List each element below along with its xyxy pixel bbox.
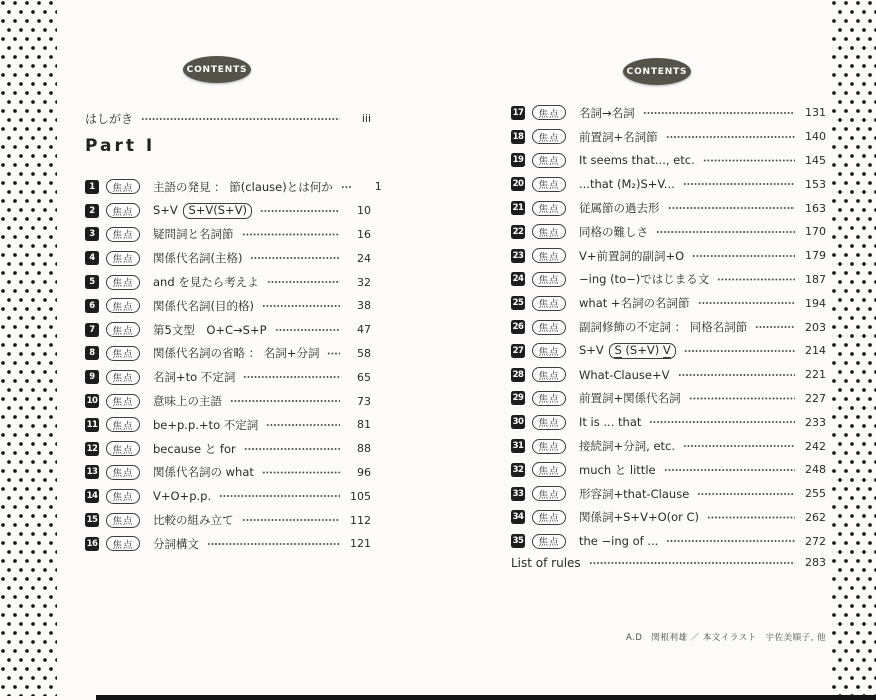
dot-leader — [219, 484, 340, 508]
item-page-number: 227 — [805, 391, 826, 405]
focus-tag: 焦点 — [532, 177, 566, 192]
dot-leader — [707, 506, 795, 530]
focus-tag: 焦点 — [532, 391, 566, 406]
item-page-number: 16 — [357, 227, 371, 241]
item-number-badge: 2 — [85, 204, 99, 218]
dot-leader — [643, 101, 795, 125]
item-number-badge: 15 — [86, 515, 98, 526]
item-page-number: 255 — [805, 487, 826, 501]
item-page-number: 65 — [357, 370, 371, 384]
toc-item-row — [511, 291, 826, 315]
title-text: 名詞→名詞 — [579, 105, 635, 120]
title-text: 接続詞+分詞, etc. — [579, 439, 676, 454]
item-title — [579, 319, 747, 335]
item-title — [153, 345, 319, 361]
toc-item-row — [85, 270, 371, 294]
item-title — [579, 200, 660, 216]
toc-item-row — [85, 246, 371, 270]
list-of-rules-label: List of rules — [511, 555, 581, 570]
item-title — [579, 534, 658, 548]
dot-leader — [262, 461, 340, 485]
item-number-badge: 6 — [85, 299, 99, 313]
contents-badge-label: CONTENTS — [626, 66, 688, 77]
title-text: 関係代名詞(主格) — [153, 251, 243, 266]
item-title — [579, 343, 676, 359]
item-number-badge: 8 — [85, 346, 99, 360]
part-heading: Part Ⅰ — [85, 136, 156, 156]
item-number-badge: 1 — [85, 180, 99, 194]
focus-tag: 焦点 — [106, 227, 140, 242]
item-page-number: 163 — [805, 201, 826, 215]
item-title — [153, 489, 211, 503]
item-title — [153, 536, 199, 552]
focus-tag: 焦点 — [532, 320, 566, 335]
item-title — [153, 203, 252, 219]
item-title — [153, 512, 234, 528]
dot-leader — [683, 172, 795, 196]
item-page-number: 121 — [350, 537, 371, 551]
item-number-badge: 26 — [512, 322, 524, 333]
item-page-number: 194 — [805, 296, 826, 310]
item-page-number: 112 — [350, 513, 371, 527]
toc-item-row — [85, 318, 371, 342]
toc-item-row — [511, 506, 826, 530]
item-title — [579, 462, 656, 478]
toc-item-row — [511, 363, 826, 387]
dot-leader — [243, 365, 340, 389]
toc-item-row — [85, 532, 371, 556]
item-title — [153, 393, 222, 409]
title-text: 同格の難しさ — [579, 224, 648, 239]
toc-item-row — [511, 149, 826, 173]
title-text: S+V — [153, 202, 182, 217]
toc-item-row — [85, 484, 371, 508]
focus-tag: 焦点 — [106, 513, 140, 528]
item-number-badge: 5 — [85, 275, 99, 289]
toc-item-row — [511, 410, 826, 434]
toc-item-row — [85, 413, 371, 437]
item-page-number: 105 — [350, 489, 371, 503]
item-number-badge: 14 — [86, 491, 98, 502]
item-number-badge: 27 — [512, 345, 524, 356]
item-page-number: 88 — [357, 442, 371, 456]
item-number-badge: 18 — [512, 131, 524, 142]
item-page-number: 73 — [357, 394, 371, 408]
title-text: What-Clause+V — [579, 367, 670, 382]
focus-tag: 焦点 — [106, 441, 140, 456]
boxed-formula — [609, 343, 675, 359]
item-number-badge: 32 — [512, 464, 524, 475]
focus-tag: 焦点 — [106, 251, 140, 266]
item-title — [153, 369, 235, 385]
focus-tag: 焦点 — [532, 534, 566, 549]
item-number-badge: 23 — [512, 250, 524, 261]
focus-tag: 焦点 — [532, 296, 566, 311]
dot-leader — [341, 175, 351, 199]
item-number-badge: 3 — [85, 227, 99, 241]
item-title — [579, 415, 641, 429]
focus-tag: 焦点 — [532, 462, 566, 477]
dot-leader — [260, 199, 340, 223]
focus-tag: 焦点 — [106, 322, 140, 337]
item-page-number: 262 — [805, 510, 826, 524]
item-page-number: 140 — [805, 130, 826, 144]
toc-item-row — [511, 172, 826, 196]
dot-leader — [230, 389, 340, 413]
item-page-number: 170 — [805, 225, 826, 239]
title-text: V+前置詞的副詞+O — [579, 248, 685, 263]
list-of-rules-page-number: 283 — [805, 556, 826, 570]
focus-tag: 焦点 — [106, 346, 140, 361]
item-page-number: 145 — [805, 153, 826, 167]
title-text: −ing (to−)ではじまる文 — [579, 272, 710, 287]
halftone-dots-left-margin — [0, 0, 57, 696]
item-title — [579, 105, 635, 121]
dot-leader — [683, 434, 795, 458]
formula-part: S+V(S+V) — [188, 202, 248, 217]
item-number-badge: 33 — [512, 488, 524, 499]
item-number-badge: 13 — [86, 467, 98, 478]
item-number-badge: 30 — [512, 417, 524, 428]
item-title — [153, 298, 254, 314]
item-title — [579, 248, 684, 264]
focus-tag: 焦点 — [532, 486, 566, 501]
item-number-badge: 17 — [512, 107, 524, 118]
focus-tag: 焦点 — [532, 224, 566, 239]
title-text: ...that (M₂)S+V... — [579, 177, 675, 192]
preface-label: はしがき — [85, 112, 134, 127]
item-number-badge: 35 — [512, 536, 524, 547]
item-title — [579, 271, 709, 287]
title-text: 関係代名詞の what — [153, 465, 254, 480]
focus-tag: 焦点 — [532, 129, 566, 144]
focus-tag: 焦点 — [106, 536, 140, 551]
dot-leader — [668, 196, 796, 220]
toc-item-row — [511, 434, 826, 458]
toc-item-row — [511, 529, 826, 553]
title-text: much と little — [579, 462, 656, 477]
focus-tag: 焦点 — [532, 153, 566, 168]
toc-item-row — [85, 365, 371, 389]
toc-item-row — [511, 458, 826, 482]
item-page-number: 24 — [357, 251, 371, 265]
item-title — [153, 250, 242, 266]
focus-tag: 焦点 — [106, 275, 140, 290]
title-text: It is ... that — [579, 415, 642, 430]
list-of-rules-row — [511, 551, 826, 575]
contents-badge-label: CONTENTS — [186, 64, 248, 75]
focus-tag: 焦点 — [106, 465, 140, 480]
dot-leader — [141, 107, 340, 131]
toc-item-row — [511, 268, 826, 292]
item-page-number: 96 — [357, 465, 371, 479]
title-text: be+p.p.+to 不定詞 — [153, 417, 259, 432]
dot-leader — [242, 223, 341, 247]
dot-leader — [649, 410, 795, 434]
preface-page-number: iii — [361, 112, 371, 126]
toc-item-row — [85, 199, 371, 223]
dot-leader — [207, 532, 340, 556]
item-title — [579, 368, 670, 382]
item-page-number: 47 — [357, 323, 371, 337]
dot-leader — [262, 294, 340, 318]
title-text: S+V — [579, 342, 608, 357]
toc-item-row — [85, 342, 371, 366]
dot-leader — [703, 149, 795, 173]
dot-leader — [698, 291, 795, 315]
toc-item-row — [511, 387, 826, 411]
item-title — [579, 129, 658, 145]
item-page-number: 38 — [357, 299, 371, 313]
title-text: what +名詞の名詞節 — [579, 296, 690, 311]
item-number-badge: 16 — [86, 538, 98, 549]
item-title — [579, 486, 689, 502]
item-number-badge: 34 — [512, 512, 524, 523]
toc-item-row — [511, 315, 826, 339]
focus-tag: 焦点 — [532, 105, 566, 120]
focus-tag: 焦点 — [532, 367, 566, 382]
item-page-number: 1 — [374, 180, 382, 194]
item-title — [153, 322, 267, 338]
item-page-number: 81 — [357, 418, 371, 432]
toc-item-row — [511, 220, 826, 244]
toc-item-row — [85, 223, 371, 247]
dot-leader — [697, 482, 795, 506]
title-text: 関係代名詞(目的格) — [153, 298, 254, 313]
item-number-badge: 4 — [85, 251, 99, 265]
item-number-badge: 22 — [512, 226, 524, 237]
item-number-badge: 24 — [512, 274, 524, 285]
title-text: 従属節の過去形 — [579, 201, 660, 216]
item-title — [579, 509, 699, 525]
item-number-badge: 20 — [512, 179, 524, 190]
title-text: 前置詞+関係代名詞 — [579, 391, 681, 406]
dot-leader — [689, 387, 795, 411]
toc-item-row — [85, 508, 371, 532]
item-number-badge: 21 — [512, 203, 524, 214]
item-title — [153, 226, 234, 242]
dot-leader — [242, 508, 341, 532]
toc-item-row — [85, 294, 371, 318]
dot-leader — [666, 125, 795, 149]
title-text: and を見たら考えよ — [153, 275, 259, 290]
dot-leader — [267, 270, 340, 294]
item-number-badge: 9 — [85, 370, 99, 384]
formula-part: (S+V) — [621, 342, 663, 357]
dot-leader — [266, 413, 340, 437]
dot-leader — [684, 339, 795, 363]
toc-item-row — [511, 196, 826, 220]
credit-line: A.D 関根利雄 ／ 本文イラスト 宇佐美順子, 他 — [626, 633, 826, 643]
title-text: It seems that..., etc. — [579, 153, 695, 168]
dot-leader — [275, 318, 340, 342]
toc-list-right — [511, 101, 826, 553]
dot-leader — [664, 458, 795, 482]
item-number-badge: 12 — [86, 443, 98, 454]
formula-part: S — [614, 342, 622, 357]
title-text: 分詞構文 — [153, 536, 199, 551]
item-title — [579, 153, 695, 167]
title-text: 疑問詞と名詞節 — [153, 227, 234, 242]
title-text: 関係代名詞の省略 ： 名詞+分詞 — [153, 346, 320, 361]
title-text: 形容詞+that-Clause — [579, 486, 690, 501]
dot-leader — [589, 551, 795, 575]
item-number-badge: 10 — [86, 396, 98, 407]
toc-item-row — [511, 244, 826, 268]
dot-leader — [244, 437, 340, 461]
title-text: 関係詞+S+V+O(or C) — [579, 510, 700, 525]
item-page-number: 58 — [357, 346, 371, 360]
dot-leader — [666, 529, 795, 553]
dot-leader — [717, 268, 795, 292]
item-page-number: 214 — [805, 344, 826, 358]
item-number-badge: 28 — [512, 369, 524, 380]
toc-item-row — [85, 461, 371, 485]
title-text: V+O+p.p. — [153, 489, 212, 504]
title-text: 意味上の主語 — [153, 394, 222, 409]
left-page — [85, 0, 382, 700]
item-page-number: 248 — [805, 463, 826, 477]
item-title — [579, 295, 690, 311]
title-text: the −ing of ... — [579, 534, 659, 549]
focus-tag: 焦点 — [106, 417, 140, 432]
item-page-number: 10 — [357, 204, 371, 218]
title-text: 前置詞+名詞節 — [579, 129, 658, 144]
formula-part: V — [662, 342, 671, 357]
halftone-dots-right-margin — [831, 0, 876, 696]
title-text: 主語の発見 ： 節(clause)とは何か — [153, 179, 333, 194]
item-title — [153, 417, 258, 433]
item-page-number: 153 — [805, 177, 826, 191]
toc-item-row — [511, 482, 826, 506]
focus-tag: 焦点 — [106, 179, 140, 194]
right-page — [511, 0, 826, 700]
toc-list-left — [85, 175, 382, 556]
dot-leader — [250, 246, 340, 270]
focus-tag: 焦点 — [532, 201, 566, 216]
dot-leader — [678, 363, 796, 387]
item-number-badge: 11 — [86, 419, 98, 430]
item-number-badge: 29 — [512, 393, 524, 404]
item-page-number: 233 — [805, 415, 826, 429]
item-title — [153, 274, 259, 290]
title-text: 比較の組み立て — [153, 513, 234, 528]
item-title — [579, 390, 681, 406]
focus-tag: 焦点 — [532, 272, 566, 287]
item-page-number: 203 — [805, 320, 826, 334]
toc-item-row — [85, 389, 371, 413]
dot-leader — [692, 244, 795, 268]
item-title — [153, 179, 333, 195]
title-text: because と for — [153, 441, 236, 456]
item-page-number: 272 — [805, 534, 826, 548]
dot-leader — [755, 315, 795, 339]
boxed-formula — [183, 203, 252, 219]
dot-leader — [327, 342, 340, 366]
item-title — [579, 224, 648, 240]
item-number-badge: 31 — [512, 441, 524, 452]
toc-item-row — [85, 437, 371, 461]
preface-row — [85, 107, 371, 131]
focus-tag: 焦点 — [532, 415, 566, 430]
focus-tag: 焦点 — [106, 370, 140, 385]
item-page-number: 221 — [805, 368, 826, 382]
focus-tag: 焦点 — [106, 489, 140, 504]
focus-tag: 焦点 — [532, 439, 566, 454]
toc-item-row — [511, 339, 826, 363]
focus-tag: 焦点 — [532, 510, 566, 525]
item-page-number: 242 — [805, 439, 826, 453]
title-text: 第5文型 O+C→S+P — [153, 322, 267, 337]
title-text: 名詞+to 不定詞 — [153, 370, 236, 385]
item-title — [579, 177, 675, 191]
focus-tag: 焦点 — [106, 203, 140, 218]
item-number-badge: 7 — [85, 323, 99, 337]
item-page-number: 179 — [805, 249, 826, 263]
item-number-badge: 25 — [512, 298, 524, 309]
item-page-number: 32 — [357, 275, 371, 289]
focus-tag: 焦点 — [532, 248, 566, 263]
toc-item-row — [85, 175, 382, 199]
item-page-number: 187 — [805, 272, 826, 286]
focus-tag: 焦点 — [106, 394, 140, 409]
item-title — [153, 441, 236, 457]
item-title — [153, 464, 254, 480]
focus-tag: 焦点 — [532, 343, 566, 358]
title-text: 副詞修飾の不定詞 ： 同格名詞節 — [579, 320, 748, 335]
item-page-number: 131 — [805, 106, 826, 120]
focus-tag: 焦点 — [106, 298, 140, 313]
item-title — [579, 438, 675, 454]
toc-item-row — [511, 101, 826, 125]
item-number-badge: 19 — [512, 155, 524, 166]
toc-item-row — [511, 125, 826, 149]
dot-leader — [656, 220, 795, 244]
